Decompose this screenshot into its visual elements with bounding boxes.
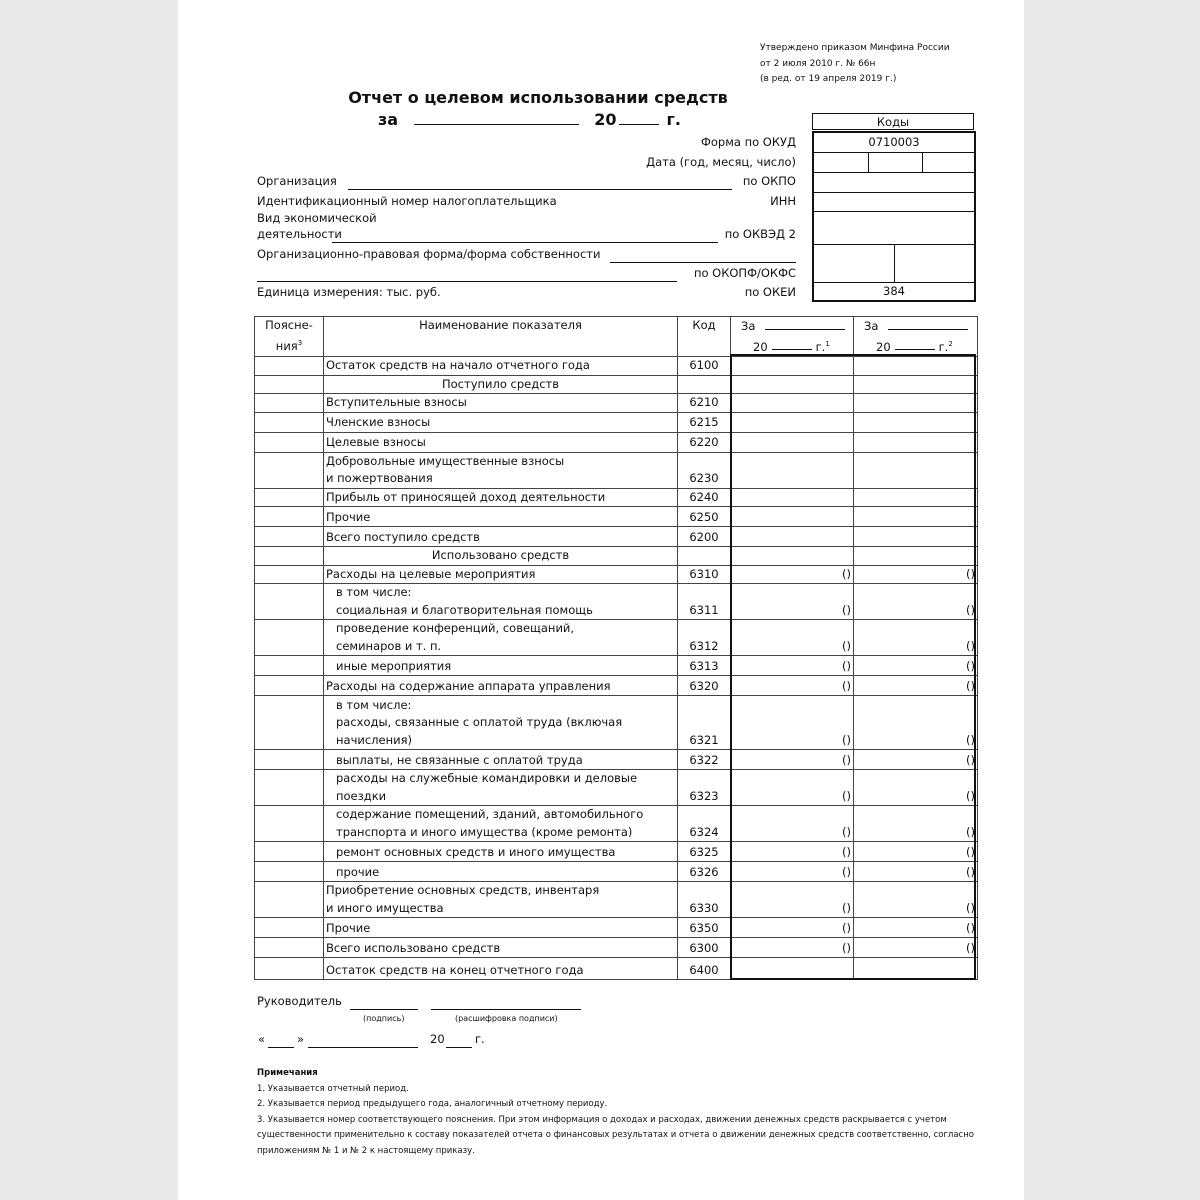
title-g: г. <box>666 110 681 129</box>
okud-code[interactable]: 0710003 <box>814 133 974 153</box>
row-value-current[interactable] <box>731 375 854 394</box>
row-explanation[interactable] <box>255 918 324 938</box>
table-row <box>255 507 978 527</box>
row-explanation[interactable] <box>255 750 324 770</box>
row-name-line: иные мероприятия <box>336 658 452 673</box>
signature-field[interactable] <box>350 1009 418 1010</box>
row-explanation[interactable] <box>255 958 324 980</box>
header-period-2-g: г. <box>938 339 949 354</box>
date-g-label: г. <box>475 1032 485 1046</box>
row-code: 6320 <box>678 676 731 696</box>
note-item: 2. Указывается период предыдущего года, аналогичный отчетному периоду. <box>257 1099 608 1109</box>
row-name-line: Добровольные имущественные взносы <box>326 453 565 468</box>
row-name <box>324 806 678 842</box>
date-year-label: 20 <box>430 1032 445 1046</box>
period-1-year-blank[interactable] <box>772 337 812 350</box>
activity-label: Вид экономической <box>257 211 377 225</box>
codes-box <box>812 131 976 302</box>
header-name: Наименование показателя <box>324 317 678 357</box>
title-year: 20 <box>594 110 617 129</box>
row-name-line: Вступительные взносы <box>326 395 467 409</box>
row-name-line: Расходы на содержание аппарата управления <box>326 678 611 693</box>
row-value-previous[interactable]: () <box>854 938 978 958</box>
okei-label: по ОКЕИ <box>744 285 796 299</box>
header-period-1-year: 20 <box>753 339 768 354</box>
header-expl-line1: Поясне- <box>265 318 313 332</box>
row-code: 6311 <box>678 584 731 620</box>
note-item: 1. Указывается отчетный период. <box>257 1083 409 1094</box>
row-name-line: Всего поступило средств <box>326 529 480 544</box>
table-row <box>255 882 978 918</box>
signature-decode-field[interactable] <box>431 1009 581 1010</box>
row-value-current[interactable] <box>731 412 854 432</box>
legal-form-label: Организационно-правовая форма/форма собственности <box>257 247 601 261</box>
row-name-line: транспорта и иного имущества (кроме ремонта) <box>336 824 633 839</box>
row-name <box>324 958 678 980</box>
row-explanation[interactable] <box>255 882 324 918</box>
row-code: 6321 <box>678 696 731 750</box>
row-name-line: ремонт основных средств и иного имущества <box>336 844 616 859</box>
date-year-field[interactable] <box>446 1047 472 1048</box>
header-explanations <box>255 317 324 357</box>
table-row <box>255 452 978 488</box>
row-value-previous[interactable]: () <box>854 620 978 656</box>
table-row <box>255 565 978 584</box>
row-code: 6313 <box>678 656 731 676</box>
table-row <box>255 620 978 656</box>
table-row <box>255 750 978 770</box>
date-divider <box>922 153 923 172</box>
table-row <box>255 676 978 696</box>
row-code: 6240 <box>678 488 731 507</box>
codes-header: Коды <box>812 113 974 130</box>
row-name <box>324 750 678 770</box>
table-row <box>255 770 978 806</box>
row-value-current[interactable] <box>731 488 854 507</box>
row-name <box>324 412 678 432</box>
row-explanation[interactable] <box>255 770 324 806</box>
approval-line: Утверждено приказом Минфина России <box>760 43 950 53</box>
okud-label: Форма по ОКУД <box>700 135 796 149</box>
row-code: 6300 <box>678 938 731 958</box>
row-code: 6325 <box>678 842 731 862</box>
row-name <box>324 918 678 938</box>
row-value-current[interactable]: () <box>731 656 854 676</box>
notes-title: Примечания <box>257 1068 318 1078</box>
legal-form-field-2[interactable] <box>257 281 677 282</box>
legal-form-field[interactable] <box>610 262 796 263</box>
row-value-current[interactable] <box>731 432 854 452</box>
row-name-line: начисления) <box>336 732 412 747</box>
row-name <box>324 770 678 806</box>
row-name <box>324 938 678 958</box>
row-name-line: Использовано средств <box>431 548 570 562</box>
row-name <box>324 842 678 862</box>
inn-label: ИНН <box>770 194 796 208</box>
date-month-field[interactable] <box>308 1047 418 1048</box>
row-value-current[interactable]: () <box>731 620 854 656</box>
table-row <box>255 375 978 394</box>
row-code: 6215 <box>678 412 731 432</box>
activity-label-2: деятельности <box>257 227 342 241</box>
row-explanation[interactable] <box>255 432 324 452</box>
row-value-current[interactable] <box>731 958 854 980</box>
row-name-line: социальная и благотворительная помощь <box>336 602 593 617</box>
row-value-previous[interactable]: () <box>854 656 978 676</box>
row-code: 6400 <box>678 958 731 980</box>
row-name-line: расходы на служебные командировки и деловые <box>336 771 638 785</box>
row-value-previous[interactable]: () <box>854 584 978 620</box>
period-1-blank[interactable] <box>765 317 845 330</box>
table-row <box>255 862 978 882</box>
row-code: 6100 <box>678 357 731 376</box>
table-row <box>255 584 978 620</box>
row-value-current[interactable]: () <box>731 842 854 862</box>
row-value-previous[interactable]: () <box>854 750 978 770</box>
row-explanation[interactable] <box>255 862 324 882</box>
row-name-line: Всего использовано средств <box>326 940 501 955</box>
row-name <box>324 620 678 656</box>
row-name <box>324 862 678 882</box>
row-code: 6210 <box>678 394 731 413</box>
okved-label: по ОКВЭД 2 <box>724 227 796 241</box>
row-value-previous[interactable]: () <box>854 696 978 750</box>
row-explanation[interactable] <box>255 806 324 842</box>
row-code: 6250 <box>678 507 731 527</box>
row-name-line: Поступило средств <box>442 376 559 391</box>
row-name <box>324 676 678 696</box>
decode-caption: (расшифровка подписи) <box>455 1014 558 1023</box>
organization-label: Организация <box>257 174 337 188</box>
date-quote-close: » <box>297 1032 305 1046</box>
period-blank[interactable] <box>414 110 579 125</box>
row-value-current[interactable]: () <box>731 938 854 958</box>
row-name <box>324 584 678 620</box>
row-explanation[interactable] <box>255 676 324 696</box>
row-value-current[interactable] <box>731 394 854 413</box>
row-value-current[interactable]: () <box>731 750 854 770</box>
row-value-previous[interactable] <box>854 452 978 488</box>
row-value-previous[interactable] <box>854 488 978 507</box>
row-code: 6230 <box>678 452 731 488</box>
row-value-previous[interactable]: () <box>854 676 978 696</box>
approval-line: (в ред. от 19 апреля 2019 г.) <box>760 74 897 84</box>
row-value-current[interactable] <box>731 527 854 547</box>
footnote-3-mark: 3 <box>297 338 303 347</box>
row-value-current[interactable]: () <box>731 862 854 882</box>
row-name <box>324 452 678 488</box>
row-name <box>324 375 678 394</box>
row-code: 6326 <box>678 862 731 882</box>
row-name <box>324 394 678 413</box>
row-value-previous[interactable]: () <box>854 862 978 882</box>
row-explanation[interactable] <box>255 584 324 620</box>
row-value-previous[interactable] <box>854 958 978 980</box>
title-period <box>378 110 681 129</box>
row-name <box>324 507 678 527</box>
row-name <box>324 696 678 750</box>
table-row <box>255 527 978 547</box>
row-explanation[interactable] <box>255 527 324 547</box>
header-expl-line2: ния <box>275 338 298 353</box>
row-explanation[interactable] <box>255 620 324 656</box>
row-explanation[interactable] <box>255 547 324 566</box>
table-row <box>255 394 978 413</box>
note-item: 3. Указывается номер соответствующего пояснения. При этом информация о доходах и расходах, движении денежных средств раскрывается с учетом существенности применительно к составу показателей отчета о финансовых результатах и отчета о движении денежных средств соответственно, согласно приложениям № 1 и № 2 к настоящему приказу. <box>257 1114 974 1156</box>
row-code: 6312 <box>678 620 731 656</box>
footnote-2-mark: 2 <box>948 339 953 348</box>
row-code: 6350 <box>678 918 731 938</box>
table-row <box>255 958 978 980</box>
row-name-line: Прочие <box>326 920 371 935</box>
row-name-line: Целевые взносы <box>326 435 426 449</box>
table-row <box>255 432 978 452</box>
row-value-previous[interactable]: () <box>854 806 978 842</box>
row-value-previous[interactable] <box>854 375 978 394</box>
row-value-current[interactable]: () <box>731 584 854 620</box>
row-name-line: в том числе: <box>336 585 412 599</box>
activity-field[interactable] <box>332 242 718 243</box>
row-name <box>324 882 678 918</box>
row-code: 6200 <box>678 527 731 547</box>
row-name <box>324 527 678 547</box>
row-explanation[interactable] <box>255 394 324 413</box>
row-value-current[interactable]: () <box>731 676 854 696</box>
row-name <box>324 357 678 376</box>
form-page <box>178 0 1024 1200</box>
row-explanation[interactable] <box>255 565 324 584</box>
organization-field[interactable] <box>348 189 732 190</box>
table-row <box>255 488 978 507</box>
row-explanation[interactable] <box>255 412 324 432</box>
notes <box>257 1066 987 1159</box>
row-name-line: и иного имущества <box>326 900 444 915</box>
row-name-line: прочие <box>336 864 380 879</box>
period-2-year-blank[interactable] <box>895 337 935 350</box>
table-row <box>255 696 978 750</box>
row-value-current[interactable] <box>731 507 854 527</box>
unit-label: Единица измерения: тыс. руб. <box>257 285 441 299</box>
table-header <box>255 317 978 357</box>
table-row <box>255 547 978 566</box>
date-divider <box>868 153 869 172</box>
row-explanation[interactable] <box>255 375 324 394</box>
row-name-line: Прочие <box>326 509 371 524</box>
row-name-line: семинаров и т. п. <box>336 638 442 653</box>
header-period-2-year: 20 <box>876 339 891 354</box>
row-name-line: поездки <box>336 788 387 803</box>
row-code: 6220 <box>678 432 731 452</box>
okei-code[interactable]: 384 <box>883 284 905 298</box>
footnote-1-mark: 1 <box>825 339 830 348</box>
row-value-previous[interactable]: () <box>854 565 978 584</box>
okved-code[interactable] <box>814 212 974 245</box>
row-code <box>678 375 731 394</box>
table-row <box>255 938 978 958</box>
year-blank[interactable] <box>619 110 659 125</box>
row-name <box>324 656 678 676</box>
row-value-previous[interactable]: () <box>854 842 978 862</box>
row-name-line: и пожертвования <box>326 471 433 485</box>
row-explanation[interactable] <box>255 452 324 488</box>
row-name <box>324 488 678 507</box>
row-value-current[interactable] <box>731 357 854 376</box>
row-value-previous[interactable] <box>854 394 978 413</box>
inn-full-label: Идентификационный номер налогоплательщика <box>257 194 557 208</box>
date-day-field[interactable] <box>268 1047 294 1048</box>
okopf-divider <box>894 245 895 282</box>
header-period-2 <box>854 317 978 357</box>
table-row <box>255 656 978 676</box>
okopf-label: по ОКОПФ/ОКФС <box>693 266 796 280</box>
row-explanation[interactable] <box>255 357 324 376</box>
row-code: 6323 <box>678 770 731 806</box>
row-name-line: Членские взносы <box>326 415 431 429</box>
row-name-line: выплаты, не связанные с оплатой труда <box>336 752 583 767</box>
table-row <box>255 842 978 862</box>
row-name-line: содержание помещений, зданий, автомобильного <box>336 807 644 821</box>
row-name-line: в том числе: <box>336 697 412 712</box>
row-name <box>324 432 678 452</box>
row-value-current[interactable]: () <box>731 696 854 750</box>
signature-caption: (подпись) <box>363 1014 405 1023</box>
report-table <box>254 316 978 980</box>
row-value-current[interactable] <box>731 547 854 566</box>
row-code: 6330 <box>678 882 731 918</box>
table-row <box>255 412 978 432</box>
row-name-line: Прибыль от приносящей доход деятельности <box>326 489 606 504</box>
header-period-1 <box>731 317 854 357</box>
approval-line: от 2 июля 2010 г. № 66н <box>760 58 876 69</box>
row-value-previous[interactable] <box>854 357 978 376</box>
row-value-previous[interactable] <box>854 527 978 547</box>
date-quote-open: « <box>258 1032 266 1046</box>
row-name <box>324 565 678 584</box>
header-code: Код <box>678 317 731 357</box>
form-title: Отчет о целевом использовании средств <box>348 88 728 107</box>
period-2-blank[interactable] <box>888 317 968 330</box>
row-name-line: Остаток средств на конец отчетного года <box>326 962 584 977</box>
header-period-1-for: За <box>741 319 756 333</box>
row-name-line: Расходы на целевые мероприятия <box>326 566 536 581</box>
title-for: за <box>378 110 399 129</box>
row-name-line: проведение конференций, совещаний, <box>336 621 575 635</box>
row-value-previous[interactable] <box>854 412 978 432</box>
row-value-current[interactable]: () <box>731 806 854 842</box>
row-value-current[interactable]: () <box>731 918 854 938</box>
table-row <box>255 918 978 938</box>
row-name-line: расходы, связанные с оплатой труда (включая <box>336 715 623 729</box>
row-code <box>678 547 731 566</box>
head-label: Руководитель <box>257 994 342 1008</box>
row-explanation[interactable] <box>255 842 324 862</box>
table-row <box>255 357 978 376</box>
inn-code[interactable] <box>814 193 974 212</box>
date-label: Дата (год, месяц, число) <box>646 155 796 169</box>
row-name-line: Приобретение основных средств, инвентаря <box>326 883 600 897</box>
date-code[interactable] <box>814 153 974 173</box>
row-explanation[interactable] <box>255 938 324 958</box>
row-explanation[interactable] <box>255 507 324 527</box>
approval-note <box>760 41 950 88</box>
row-explanation[interactable] <box>255 696 324 750</box>
row-value-previous[interactable]: () <box>854 918 978 938</box>
row-value-current[interactable] <box>731 452 854 488</box>
row-value-previous[interactable]: () <box>854 770 978 806</box>
row-code: 6322 <box>678 750 731 770</box>
header-period-2-for: За <box>864 319 879 333</box>
row-value-previous[interactable] <box>854 432 978 452</box>
row-explanation[interactable] <box>255 488 324 507</box>
row-value-previous[interactable] <box>854 507 978 527</box>
row-value-current[interactable]: () <box>731 882 854 918</box>
header-period-1-g: г. <box>815 339 826 354</box>
row-value-previous[interactable]: () <box>854 882 978 918</box>
row-code: 6324 <box>678 806 731 842</box>
table-row <box>255 806 978 842</box>
row-name-line: Остаток средств на начало отчетного года <box>326 358 590 372</box>
row-name <box>324 547 678 566</box>
row-explanation[interactable] <box>255 656 324 676</box>
row-value-previous[interactable] <box>854 547 978 566</box>
okpo-label: по ОКПО <box>742 174 796 188</box>
okpo-code[interactable] <box>814 173 974 193</box>
row-value-current[interactable]: () <box>731 770 854 806</box>
row-value-current[interactable]: () <box>731 565 854 584</box>
row-code: 6310 <box>678 565 731 584</box>
